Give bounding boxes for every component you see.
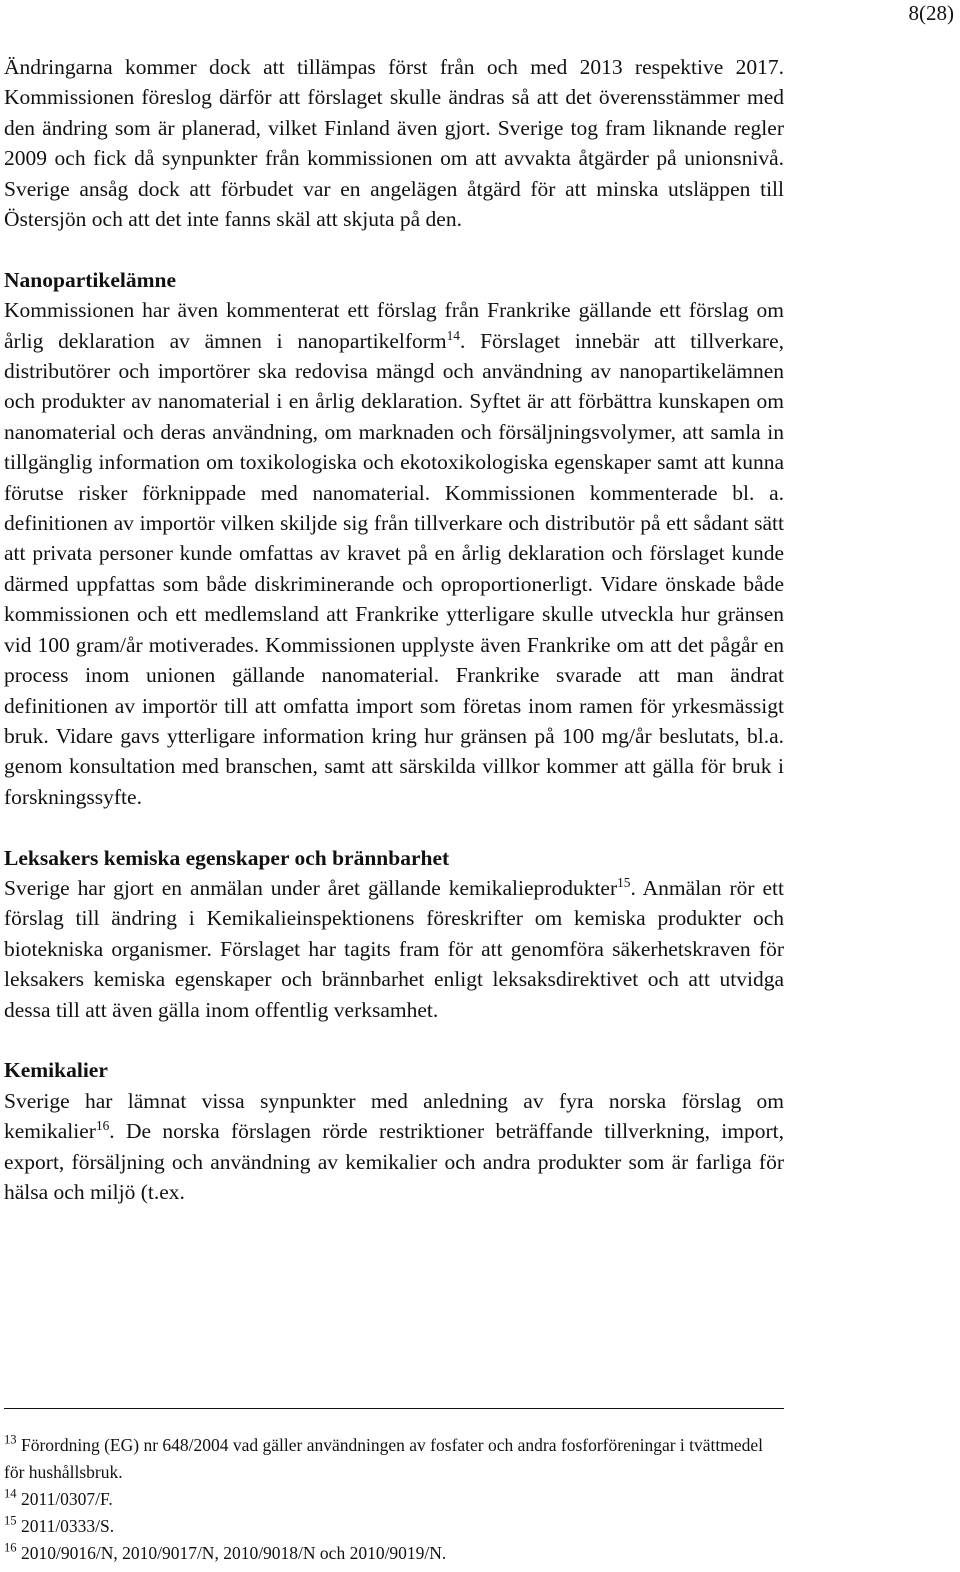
section-paragraph: [4, 873, 784, 1025]
footnote-number: 16: [4, 1540, 17, 1555]
footnote-item: [4, 1486, 784, 1513]
section-paragraph: [4, 1086, 784, 1208]
document-body: [4, 52, 784, 1207]
footnote-reference[interactable]: 15: [617, 874, 631, 890]
footnote-reference[interactable]: 14: [446, 327, 460, 343]
footnote-divider: [4, 1408, 784, 1409]
footnote-text: 2011/0307/F.: [16, 1489, 113, 1509]
paragraph-text: . De norska förslagen rörde restriktioner beträffande tillverkning, import, export, försäljning och användning av kemikalier och andra produkter som är farliga för hälsa och miljö (t.ex.: [4, 1119, 784, 1204]
paragraph-text: Sverige har gjort en anmälan under året gällande kemikalieprodukter: [4, 875, 618, 900]
footnote-number: 14: [4, 1486, 17, 1501]
footnote-text: 2010/9016/N, 2010/9017/N, 2010/9018/N och 2010/9019/N.: [16, 1543, 447, 1563]
footnote-number: 15: [4, 1513, 17, 1528]
section-nanopartikelamne: [4, 265, 784, 812]
intro-paragraph: Ändringarna kommer dock att tillämpas först från och med 2013 respektive 2017. Kommissionen föreslog därför att förslaget skulle ändras så att det överensstämmer med den ändring som är planerad, vilket Finland även gjort. Sverige tog fram liknande regler 2009 och fick då synpunkter från kommissionen om att avvakta åtgärder på unionsnivå. Sverige ansåg dock att förbudet var en angelägen åtgärd för att minska utsläppen till Östersjön och att det inte fanns skäl att skjuta på den.: [4, 55, 784, 232]
footnote-item: [4, 1432, 784, 1486]
section-leksaker: [4, 843, 784, 1025]
paragraph-text: Sverige har lämnat vissa synpunkter med anledning av fyra norska förslag om kemikalier: [4, 1088, 784, 1144]
paragraph-text: . Anmälan rör ett förslag till ändring i Kemikalieinspektionens föreskrifter om kemiska produkter och biotekniska organismer. Förslaget har tagits fram för att genomföra säkerhetskraven för leksakers kemiska egenskaper och brännbarhet enligt leksaksdirektivet och att utvidga dessa till att även gälla inom offentlig verksamhet.: [4, 875, 784, 1022]
footnote-reference[interactable]: 16: [95, 1117, 110, 1133]
section-heading: Leksakers kemiska egenskaper och brännbarhet: [4, 845, 450, 870]
footnote-number: 13: [4, 1432, 17, 1447]
section-heading: Kemikalier: [4, 1058, 108, 1083]
footnote-item: [4, 1540, 784, 1567]
footnote-text: 2011/0333/S.: [16, 1516, 115, 1536]
footnotes: [4, 1432, 784, 1567]
page-number: 8(28): [908, 1, 954, 25]
section-kemikalier: [4, 1055, 784, 1207]
paragraph-text: . Förslaget innebär att tillverkare, distributörer och importörer ska redovisa mängd och användning av nanopartikelämnen och produkter av nanomaterial i en årlig deklaration. Syftet är att förbättra kunskapen om nanomaterial och deras användning, om marknaden och försäljningsvolymer, att samla in tillgänglig information om toxikologiska och ekotoxikologiska egenskaper samt att kunna förutse risker förknippade med nanomaterial. Kommissionen kommenterade bl. a. definitionen av importör vilken skiljde sig från tillverkare och distributör på ett sådant sätt att privata personer kunde omfattas av kravet på en årlig deklaration och förslaget kunde därmed uppfattas som både diskriminerande och oproportionerligt. Vidare önskade både kommissionen och ett medlemsland att Frankrike ytterligare skulle utveckla hur gränsen vid 100 gram/år motiverades. Kommissionen upplyste även Frankrike om att det pågår en process inom unionen gällande nanomaterial. Frankrike svarade att man ändrat definitionen av importör till att omfatta import som företas inom ramen för yrkesmässigt bruk. Vidare gavs ytterligare information kring hur gränsen på 100 mg/år beslutats, bl.a. genom konsultation med branschen, samt att särskilda villkor kommer att gälla för bruk i forskningssyfte.: [4, 328, 784, 809]
footnote-item: [4, 1513, 784, 1540]
section-heading: Nanopartikelämne: [4, 267, 176, 292]
section-paragraph: [4, 295, 784, 812]
paragraph-text: Kommissionen har även kommenterat ett förslag från Frankrike gällande ett förslag om årlig deklaration av ämnen i nanopartikelform: [4, 298, 784, 353]
footnote-text: Förordning (EG) nr 648/2004 vad gäller användningen av fosfater och andra fosforföreningar i tvättmedel för hushållsbruk.: [4, 1435, 764, 1482]
